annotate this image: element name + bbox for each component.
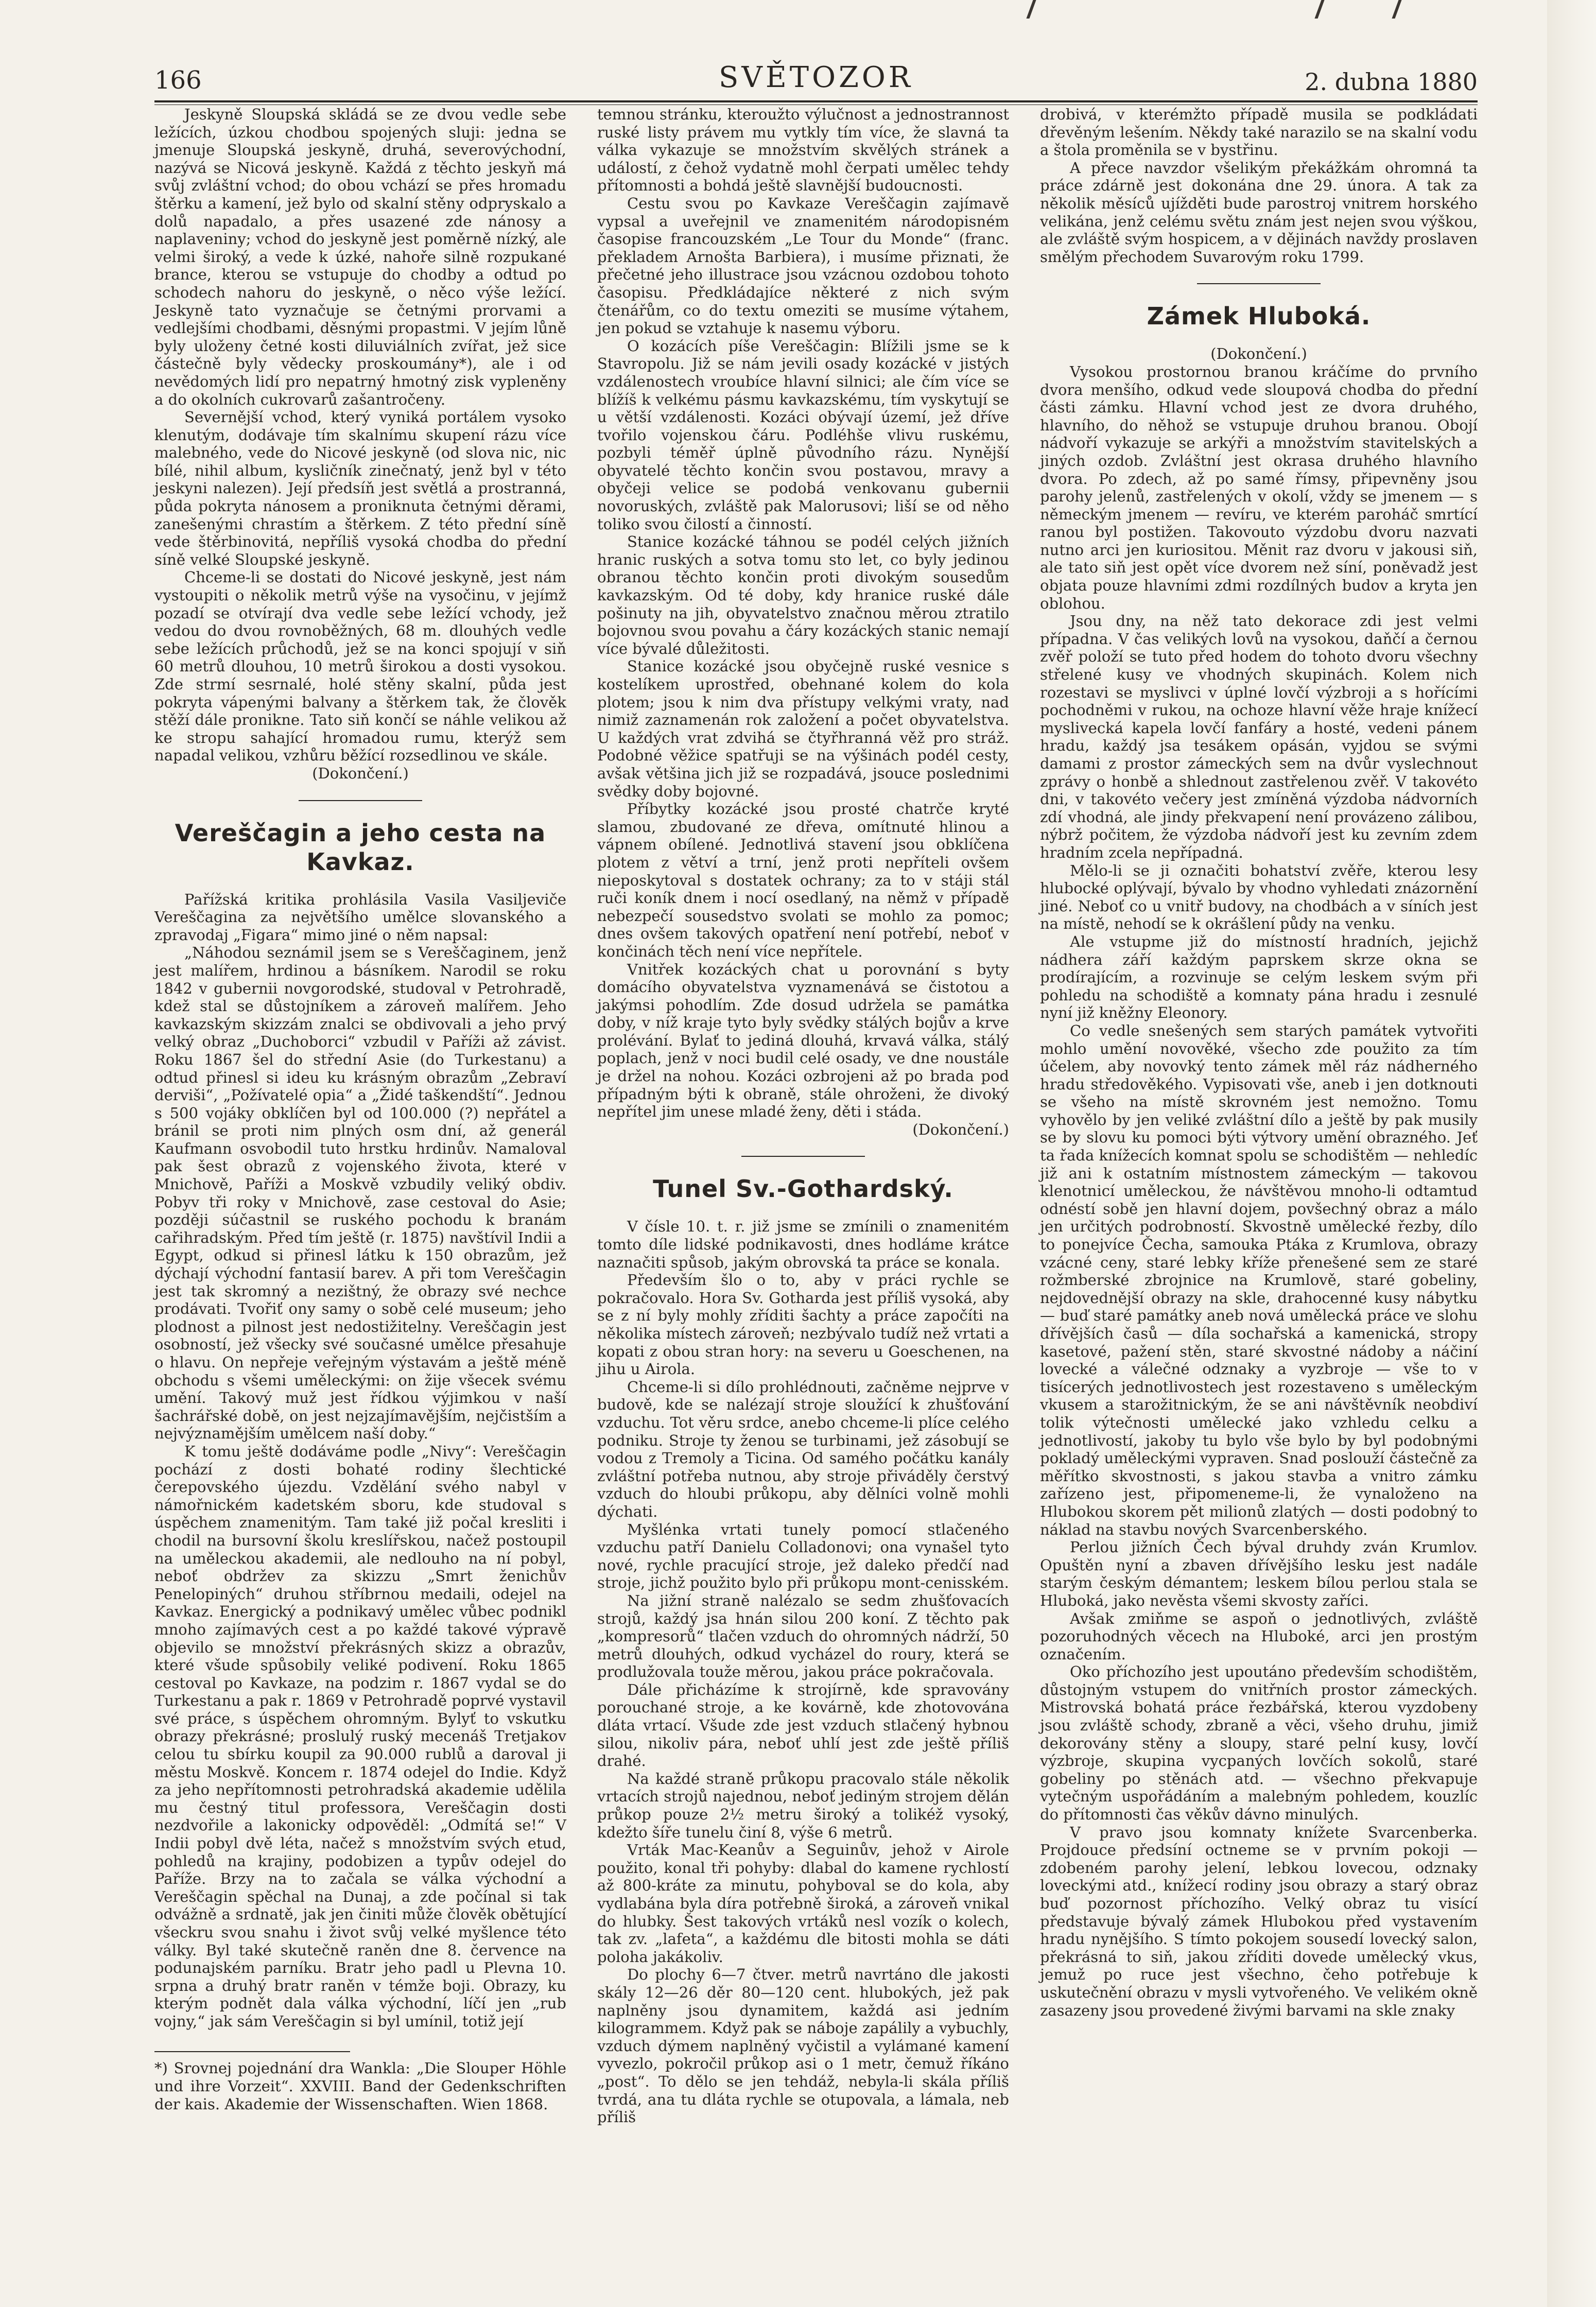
article-title-gotthard: Tunel Sv.-Gothardský. (653, 1175, 953, 1203)
column-3 (1040, 106, 1478, 2019)
verescagin-paragraph-2: „Náhodou seznámil jsem se s Vereščaginem, jenž jest malířem, hrdinou a básníkem. Narodil se roku 1842 v gubernii novgorodské, studoval v Petrohradě, kdež stal se důstojníkem a zároveň malířem. Jeho kavkazským skizzám znalci se obdivovali a jeho prvý velký obraz „Duchoborci“ vzbudil v Paříži až závist. Roku 1867 šel do střední Asie (do Turkestanu) a odtud přinesl si ideu ku krásným obrazům „Zebraví derviši“, „Požívatelé opia“ a „Židé taškendští“. Jednou s 500 vojáky obklíčen byl od 100.000 (?) nepřátel a bránil se proti nim plných osm dní, až generál Kaufmann osvobodil tuto hrstku hrdinův. Namaloval pak šest obrazů z vojenského života, které v Mnichově, Paříži a Moskvě vzbudily veliký obdiv. Pobyv tři roky v Mnichově, zase cestoval do Asie; později súčastnil se ruského pochodu k branám cařihradským. Před tím ještě (r. 1875) navštívil Indii a Egypt, odkud si přinesl látku k 150 obrazům, jež dýchají východní fantasií barev. A při tom Vereščagin jest tak skromný a nezištný, že obrazy své nechce prodávati. Tvořiť ony samy o sobě celé museum; jeho plodnost a pilnost jest nedostižitelny. Vereščagin jest osobností, jež všecky své současné umělce přesahuje o hlavu. On nepřeje veřejným výstavám a ještě méně obchodu s všemi uměleckými: on žije všecek svému umění. Takový muž jest řídkou výjimkou v naší šachrářské době, on jest nejzajímavějším, nejčistším a nejvýznamějším umělcem naší doby.“ (154, 944, 566, 1443)
header-rule (154, 100, 1478, 102)
gotthard-paragraph-3: Chceme-li si dílo prohlédnouti, začněme nejprve v budově, kde se nalézají stroje sloužící k zhušťování vzduchu. Tot věru srdce, anebo chceme-li plíce celého podniku. Stroje ty ženou se turbinami, jež zásobují se vodou z Tremoly a Ticina. Od samého počátku kanály zvláštní potřeba nutnou, aby stroje přiváděly čerstvý vzduch do hloubi průkopu, aby dělníci volně mohli dýchati. (597, 1378, 1009, 1520)
page-number: 166 (154, 66, 202, 95)
article-title-verescagin: Vereščagin a jeho cesta na Kavkaz. (175, 819, 546, 876)
cave-paragraph-2: Severnější vchod, který vyniká portálem vysoko klenutým, dodávaje tím skalnímu skupení rázu více malebného, vede do Nicové jeskyně (od slova nic, nic bílé, nihil album, kysličník zinečnatý, jenž byl v této jeskyni nalezen). Její předsíň jest světlá a prostranná, půda pokryta nánosem a proniknuta četnými děrami, zanešenými chrastím a štěrkem. Z této přední síně vede štěrbinovitá, nepříliš vysoká chodba do přední síně velké Sloupské jeskyně. (154, 408, 566, 568)
gotthard-paragraph-10: drobivá, v kterémžto případě musila se podkládati dřevěným lešením. Někdy také narazilo se na skalní vodu a štola proměnila se v bystřinu. (1040, 106, 1478, 159)
gotthard-paragraph-6: Dále přicházíme k strojírně, kde spravovány porouchané stroje, a ke kovárně, kde zhotovována dláta vrtací. Všude zde jest vzduch stlačený hybnou silou, nikoliv pára, neboť uhlí jest zde ještě příliš drahé. (597, 1680, 1009, 1770)
article-separator (1197, 283, 1321, 284)
verescagin-paragraph-3: K tomu ještě dodáváme podle „Nivy“: Vereščagin pochází z dosti bohaté rodiny šlechtické čerepovského újezdu. Vzdělání svého nabyl v námořnickém kadetském sboru, kde studoval s úspěchem znamenitým. Tam také již počal kresliti i chodil na bursovní školu kreslířskou, načež postoupil na uměleckou akademii, ale nedlouho na ní pobyl, neboť obdržev za skizzu „Smrt ženichův Penelopiných“ druhou stříbrnou medaili, odejel na Kavkaz. Energický a podnikavý umělec vůbec podnikl mnoho zajímavých cest a po každé takové výpravě objevilo se množství překrásných skizz a obrazův, které všude spůsobily veliké podivení. Roku 1865 cestoval po Kavkaze, na podzim r. 1867 vydal se do Turkestanu a pak r. 1869 v Petrohradě poprvé vystavil své práce, s úspěchem ohromným. Bylyť to vskutku obrazy překrásné; proslulý ruský mecenáš Tretjakov celou tu sbírku koupil za 90.000 rublů a daroval ji městu Moskvě. Koncem r. 1874 odejel do Indie. Když za jeho nepřítomnosti petrohradská akademie udělila mu čestný titul professora, Vereščagin dosti nezdvořile a lakonicky odpověděl: „Odmítá se!“ V Indii pobyl dvě léta, načež s množstvím svých etud, pohledů na krajiny, podobizen a typův odejel do Paříže. Brzy na to začala se válka východní a Vereščagin spěchal na Dunaj, a zde počínal si tak odvážně a srdnatě, jak jen činiti může člověk obětující všeckru svou snahu i život svůj velké myšlence této války. Byl také skutečně raněn dne 8. července na podunajském parníku. Bratr jeho padl u Plevna 10. srpna a druhý bratr raněn v témže boji. Obrazy, ku kterým podnět dala válka východní, líčí jen „rub vojny,“ jak sám Vereščagin si byl umínil, totiž její (154, 1442, 566, 2030)
article-separator (299, 800, 422, 801)
gotthard-paragraph-5: Na jižní straně nalézalo se sedm zhušťovacích strojů, každý jsa hnán silou 200 koní. Z těchto pak „kompresorů“ tlačen vzduch do ohromných nádrží, 50 metrů dlouhých, odkud vycházel do roury, která se prodlužovala touže měrou, jakou práce pokračovala. (597, 1591, 1009, 1681)
gotthard-paragraph-2: Především šlo o to, aby v práci rychle se pokračovalo. Hora Sv. Gotharda jest příliš vysoká, aby se z ní byly mohly zříditi šachty a práce započíti na několika místech zároveň; nezbývalo tudíž než vrtati a kopati z obou stran hory: na severu u Goeschenen, na jihu u Airola. (597, 1271, 1009, 1378)
cossacks-paragraph-1: O kozácích píše Vereščagin: Blížili jsme se k Stavropolu. Již se nám jevili osady kozácké v jistých vzdálenostech vroubíce hlavní silnici; ale čím více se blížíš k velkému pásmu kavkazskému, tím vyskytují se u větší vzdálenosti. Kozáci obývají území, jež dříve tvořilo vojenskou čáru. Podléhše vlivu ruskému, pozbyli téměř úplně původního rázu. Nynější obyvatelé těchto končin svou postavou, mravy a obyčeji velice se podobá venkovanu gubernii novoruských, zvláště pak Malorusovi; liší se od něho toliko svou čilostí a činností. (597, 337, 1009, 533)
cossacks-paragraph-4: Příbytky kozácké jsou prosté chatrče kryté slamou, zbudované ze dřeva, omítnuté hlinou a vápnem obílené. Jednotlivá stavení jsou obklíčena plotem z větví a trní, jenž proti nepříteli ovšem nieposkytoval s dostatek ochrany; za to v stáji stál ruči koník dnem i nocí osedlaný, na němž v případě nebezpečí sousedstvo svolati se mohlo za pomoc; dnes ovšem takových opatření není potřebí, neboť v končinách těch není více nepřítele. (597, 800, 1009, 960)
gotthard-paragraph-1: V čísle 10. t. r. již jsme se zmínili o znamenitém tomto díle lidské podnikavosti, dnes hodláme krátce naznačiti spůsob, jakým obrovská ta práce se konala. (597, 1218, 1009, 1271)
footnote-rule (154, 2051, 350, 2052)
cave-to-be-continued: (Dokončení.) (312, 764, 409, 782)
issue-date: 2. dubna 1880 (1305, 68, 1478, 96)
cossacks-paragraph-5: Vnitřek kozáckých chat u porovnání s byty domácího obyvatelstva vyznamenává se čistotou a jakýmsi pohodlím. Zde dosud udržela se památka doby, v níž kraje tyto byly svědky stálých bojův a krve prolévání. Bylať to jediná dlouhá, krvavá válka, stálý poplach, jenž v noci budil celé osady, ve dne noustále je držel na nohou. Kozáci ozbrojeni až po brada pod případným býti k obraně, stále ohroženi, že divoký nepřítel jim unese mladé ženy, děti i stáda. (597, 960, 1009, 1121)
hluboka-continuation-note: (Dokončení.) (1210, 345, 1307, 363)
column-1 (154, 106, 566, 2113)
verescagin-paragraph-5: Cestu svou po Kavkaze Vereščagin zajímavě vypsal a uveřejnil ve znamenitém národopisném časopise francouzském „Le Tour du Monde“ (franc. překladem Arnošta Barbiera), i musíme přiznati, že přečetné jeho illustrace jsou vzácnou ozdobou tohoto časopisu. Předkládajíce některé z nich svým čtenářům, co do textu omeziti se musíme výtahem, jen pokud se vztahuje k nasemu výboru. (597, 194, 1009, 337)
footnote (154, 2059, 566, 2113)
footnote-text: *) Srovnej pojednání dra Wankla: „Die Slouper Höhle und ihre Vorzeit“. XXVIII. Band der Gedenkschriften der kais. Akademie der Wissenschaften. Wien 1868. (154, 2059, 566, 2113)
gotthard-paragraph-11: A přece navzdor všelikým překážkám ohromná ta práce zdárně jest dokonána dne 29. února. A tak za několik měsíců ujížděti bude parostroj vnitrem horského velikána, jenž celému světu znám jest nejen svou výškou, ale zvláště svým hospicem, a v dějinách navždy proslaven smělým přechodem Suvarovým roku 1799. (1040, 159, 1478, 266)
gotthard-paragraph-8: Vrták Mac-Keanův a Seguinův, jehož v Airole použito, konal tři pohyby: dlabal do kamene rychlostí až 800-kráte za minutu, pohyboval se do kola, aby vydlabána byla díra potřebně široká, a zároveň vnikal do hlubky. Šest takových vrtáků nesl vozík o kolech, tak zv. „lafeta“, a každému dle bitosti mohla se dáti poloha jakákoliv. (597, 1841, 1009, 1966)
page-header (154, 61, 1478, 102)
hluboka-paragraph-1: Vysokou prostornou branou kráčíme do prvního dvora menšího, odkud vede sloupová chodba do přední části zámku. Hlavní vchod jest ze dvora druhého, hlavního, do něhož se vstupuje druhou branou. Obojí nádvoří vykazuje se arkýři a množstvím stavitelských a jiných ozdob. Zvláštní jest okrasa druhého hlavního dvora. Po zdech, až po samé římsy, připevněny jsou parohy jelenů, zastřelených v okolí, vždy se jmenem — s německým jmenem — revíru, ve kterém paroháč smrtící ranou byl postižen. Takovouto výzdobu dvoru nazvati nutno arci jen kuriositou. Měnit raz dvoru v jakousi siň, ale tato siň jest opět více dvorem než síní, poněvadž jest objata pouze hlavními zdmi rozdílných budov a kryta jen oblohou. (1040, 362, 1478, 612)
gotthard-paragraph-4: Myšlénka vrtati tunely pomocí stlačeného vzduchu patří Danielu Colladonovi; ona vynašel tyto nové, rychle pracující stroje, jež daleko předčí nad stroje, jichž použito bylo při průkopu mont-cenisském. (597, 1520, 1009, 1592)
cave-paragraph-3: Chceme-li se dostati do Nicové jeskyně, jest nám vystoupiti o několik metrů výše na vysočinu, v jejímž pozadí se otvírají dva vedle sebe ležící vchody, jež vedou do dvou rovnoběžných, 68 m. dlouhých vedle sebe ležících průchodů, jež se na konci spojují v siň 60 metrů dlouhou, 10 metrů širokou a dosti vysokou. Zde strmí sesrnalé, holé stěny skalní, půda jest pokryta vápenými balvany a štěrkem tak, že člověk stěží dále pronikne. Tato siň končí se náhle velikou až ke stropu sahající hromadou rumu, kterýž sem napadal velikou, vzhůru běžící rozsedlinou ve skále. (154, 568, 566, 765)
hluboka-paragraph-2: Jsou dny, na něž tato dekorace zdi jest velmi případna. V čas velikých lovů na vysokou, daňčí a černou zvěř položí se tuto před hodem do tohoto dvoru všechny střelené kusy ve vhodných skupinách. Kolem nich rozestavi se myslivci v úplné lovčí výzbroji a s hořícími pochodněmi v rukou, na ochoze hlavní věže hraje knížecí myslivecká kapela lovčí fanfáry a hosté, vedeni pánem hradu, každý jsa tesákem opásán, vyjdou se svými damami z prostor zámeckých sem na dvůr vyslechnout zprávy o honbě a shlednout zastřelenou zvěř. V takovéto dni, v takovéto večery jest zmíněná výzdoba nádvorních zdí vhodná, ale jindy překvapení není provázeno zálibou, nýbrž počitem, že výzdoba nádvoří jest ku zevním zdem hradním zcela nepřípadná. (1040, 612, 1478, 861)
hluboka-paragraph-8: Oko příchozího jest upoutáno především schodištěm, důstojným vstupem do vnitřních prostor zámeckých. Mistrovská bohatá práce řezbářská, kterou vyzdobeny jsou zvláště schody, zbraně a věci, všeho druhu, jimiž dekorovány stěny a sloupy, staré pelní kusy, lovčí výzbroje, skupina vycpaných lovčích sokolů, staré gobeliny po stěnách atd. — všechno překvapuje vytečným uspořádáním a malebným pohledem, kouzlíc do přítomnosti čas věkův dávno minulých. (1040, 1663, 1478, 1824)
cave-paragraph-1: Jeskyně Sloupská skládá se ze dvou vedle sebe ležících, úzkou chodbou spojených sluji: jedna se jmenuje Sloupská jeskyně, druhá, severovýchodní, nazývá se Nicová jeskyně. Každá z těchto jeskyň má svůj zvláštní vchod; do obou vchází se přes hromadu štěrku a kamení, jež bylo od skalní stěny odpryskalo a dolů napadalo, a přes usazené zde nánosy a naplaveniny; vchod do jeskyně jest poměrně nízký, ale velmi široký, a vede k úzké, nahoře silně rozpukané brance, kterou se vstupuje do chodby a odtud po schodech nahoru do jeskyně, o něco výše ležící. Jeskyně tato vyznačuje se četnými prorvami a vedlejšími chodbami, děsnými propastmi. V jejím lůně byly uloženy četné kosti diluviálních zvířat, jež sice částečně byly vědecky proskoumány*), ale i od nevědomých lidí pro nepatrný hmotný zisk vypleněny a do okolních cukrovarů zašantročeny. (154, 106, 566, 408)
verescagin-to-be-continued: (Dokončení.) (912, 1120, 1009, 1138)
hluboka-paragraph-7: Avšak zmiňme se aspoň o jednotlivých, zvláště pozoruhodných věcech na Hluboké, arci jen prostým označením. (1040, 1609, 1478, 1663)
hluboka-paragraph-5: Co vedle snešených sem starých památek vytvořiti mohlo umění novověké, všecho zde použito za tím účelem, aby novovký tento zámek měl ráz nádherného hradu středověkého. Vypisovati vše, aneb i jen dotknouti se všeho na místě skrovném jest nemožno. Tomu vyhovělo by jen veliké zvláštní dílo a ještě by pak musily se by slovu ku pomoci býti výtvory umění obrazného. Jeť ta řada knížecích komnat spolu se schodištěm — nehledíc již ani k ostatním místnostem zámeckým — takovou klenotnicí uměleckou, že návštěvou mnoho-li odtamtud odnéstí sobě jen hlavní dojem, povšechný obraz a málo jen určitých podrobností. Skvostně umělecké řezby, dílo to ponejvíce Čecha, samouka Ptáka z Krumlova, obrazy vzácné ceny, staré lebky kříže přenešené sem ze staré rožmberské zbrojnice na Krumlově, staré gobeliny, nejdovednější obrazy na skle, drahocenné kusy nábytku — buď staré památky aneb nová umělecká práce ve slohu dřívějších časů — díla sochařská a kamenická, stropy kasetové, pažení stěn, staré skvostné nádoby a náčiní lovecké a válečné odznaky a vyzbroje — vše to v tisícerých jednotlivostech jest rozestaveno s uměleckým vkusem a starožitnickým, že se ani návštěvník neobdiví tolik výtečnosti umělecké jako vzhledu celku a jednotlivostí, jakoby tu bylo vše bylo by byl podobnými pokladý uměleckými vypraven. Snad poslouží částečně za měřítko skvostnosti, s jakou stavba a vnitro zámku zařízeno jest, připomeneme-li, že vynaloženo na Hlubokou skorem pět milionů zlatých — dosti podobný to náklad na stavbu nových Svarcenberského. (1040, 1021, 1478, 1538)
gotthard-paragraph-7: Na každé straně průkopu pracovalo stále několik vrtacích strojů najednou, neboť jediným strojem dělán průkop pouze 2½ metru široký a tolikéž vysoký, kdežto šíře tunelu činí 8, výše 6 metrů. (597, 1770, 1009, 1841)
article-title-hluboka: Zámek Hluboká. (1147, 302, 1371, 331)
cossacks-paragraph-3: Stanice kozácké jsou obyčejně ruské vesnice s kostelíkem uprostřed, obehnané kolem do kola plotem; jsou k nim dva přístupy velkými vraty, nad nimiž zaznamenán rok založení a počet obyvatelstva. U každých vrat zdvihá se čtyřhranná věž pro stráž. Podobné věžice spatřuji se na výšinách podél cesty, avšak většina jich již se rozpadává, jsouce poslednimi svědky doby bojovné. (597, 657, 1009, 800)
hluboka-paragraph-4: Ale vstupme již do místností hradních, jejichž nádhera září každým paprskem skrze okna se prodírajícím, a rozvinuje se celým leskem svým při pohledu na schodiště a komnaty pána hradu i zesnulé nyní již kněžny Eleonory. (1040, 932, 1478, 1022)
hluboka-paragraph-9: V pravo jsou komnaty knížete Svarcenberka. Projdouce předsíní octneme se v prvním pokoji — zdobeném parohy jelení, lebkou lovecou, odznaky loveckými atd., knížecí rodiny jsou obrazy a starý obraz buď pozornost příchozího. Velký obraz tu visící představuje bývalý zámek Hlubokou před vystavením hradu nynějšího. S tímto pokojem sousedí lovecký salon, překrásná to siň, jakou zříditi dovede umělecký vkus, jemuž po ruce jest všechno, čeho potřebuje k uskutečnění obrazu v mysli vytvořeného. Ve velikém okně zasazeny jsou provedené živými barvami na skle znaky (1040, 1823, 1478, 2019)
verescagin-paragraph-4: temnou stránku, kteroužto výlučnost a jednostrannost ruské listy právem mu vytkly tím více, že slavná ta válka vykazuje se množstvím skvělých stránek a událostí, z čehož vydatně mohl čerpati umělec tehdy přítomnosti a bohdá ještě slavnější budoucnosti. (597, 106, 1009, 195)
hluboka-paragraph-3: Mělo-li se ji označiti bohatství zvěře, kterou lesy hlubocké oplývají, bývalo by vhodno vyhledati znázornění jiné. Neboť co u vnitř budovy, na chodbách a v síních jest na místě, nehodí se k okrášlení půdy na venku. (1040, 861, 1478, 933)
masthead-title: SVĚTOZOR (719, 61, 913, 94)
column-2 (597, 106, 1009, 2126)
article-separator (741, 1156, 865, 1157)
hluboka-paragraph-6: Perlou jižních Čech býval druhdy zván Krumlov. Opuštěn nyní a zbaven dřívějšího lesku jest nadále starým českým démantem; leskem bílou perlou stala se Hluboká, jako nevěsta všemi skvosty zaříci. (1040, 1538, 1478, 1609)
page-edge-shadow (1547, 0, 1596, 2307)
scan-top-marks (875, 0, 1545, 21)
verescagin-paragraph-1: Pařížská kritika prohlásila Vasila Vasiljeviče Vereščagina za největšího umělce slovanského a zpravodaj „Figara“ mimo jiné o něm napsal: (154, 890, 566, 944)
cossacks-paragraph-2: Stanice kozácké táhnou se podél celých jižních hranic ruských a sotva tomu sto let, co byly jedinou obranou těchto končin proti divokým sousedům kavkazským. Od té doby, kdy hranice ruské dále pošinuty na jih, obyvatelstvo značnou měrou ztratilo bojovnou svou povahu a čáry kozáckých stanic nemají více bývalé důležitosti. (597, 533, 1009, 657)
gotthard-paragraph-9: Do plochy 6—7 čtver. metrů navrtáno dle jakosti skály 12—26 děr 80—120 cent. hlubokých, jež pak naplněny jsou dynamitem, každá asi jedním kilogrammem. Když pak se náboje zapálily a vybuchly, vzduch dýmem naplněný vyčistil a vylámané kamení vyvezlo, pokročil průkop asi o 1 metr, čemuž říkáno „post“. To dělo se jen tehdáž, nebyla-li skála příliš tvrdá, ana tu dláta rychle se otupovala, a lámala, neb příliš (597, 1966, 1009, 2126)
